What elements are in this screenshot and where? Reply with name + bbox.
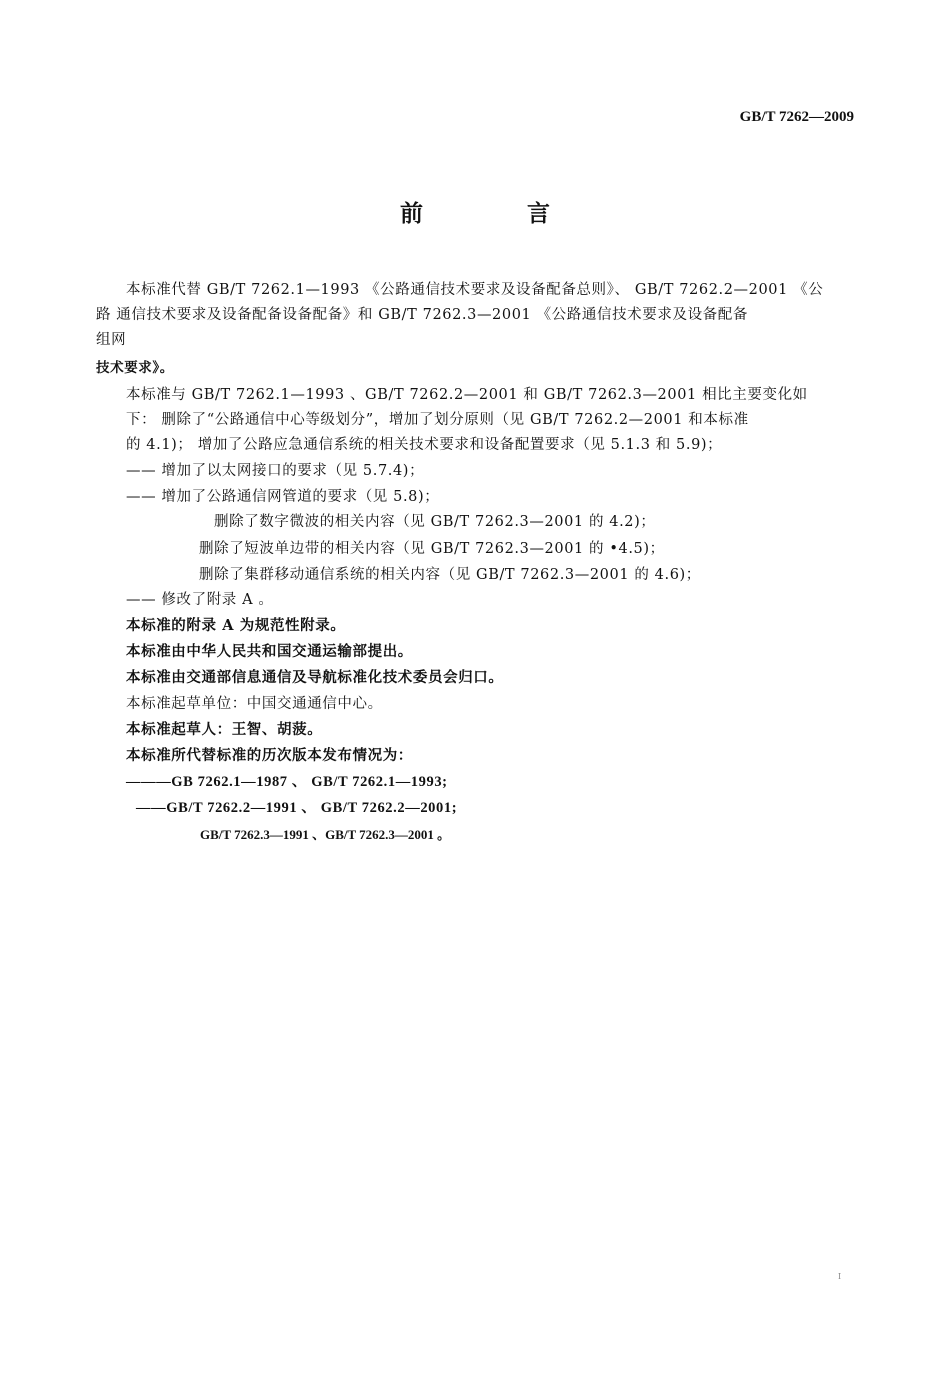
paragraph-line: 本标准与 GB/T 7262.1—1993 、GB/T 7262.2—2001 和 GB/T 7262.3—2001 相比主要变化如	[126, 387, 808, 403]
paragraph-line: 下： 删除了“公路通信中心等级划分”，增加了划分原则（见 GB/T 7262.2—2001 和本标准	[126, 412, 749, 428]
statement-line: 本标准由交通部信息通信及导航标准化技术委员会归口。	[126, 669, 504, 686]
paragraph-line: 的 4.1)； 增加了公路应急通信系统的相关技术要求和设备配置要求（见 5.1.3 和 5.9)；	[126, 437, 723, 453]
statement-line: 本标准所代替标准的历次版本发布情况为：	[126, 747, 413, 764]
statement-line: 本标准起草人：王智、胡菠。	[126, 721, 323, 738]
history-line: ———GB 7262.1—1987 、 GB/T 7262.1—1993;	[126, 774, 448, 790]
statement-line: 本标准起草单位：中国交通通信中心。	[126, 696, 383, 712]
list-item: —— 增加了以太网接口的要求（见 5.7.4)；	[126, 463, 425, 479]
history-line: GB/T 7262.3—1991 、GB/T 7262.3—2001 。	[200, 827, 451, 842]
paragraph-line: 本标准代替 GB/T 7262.1—1993 《公路通信技术要求及设备配备总则》、 GB/T 7262.2—2001 《公	[126, 282, 824, 298]
list-item: —— 增加了公路通信网管道的要求（见 5.8)；	[126, 489, 440, 505]
statement-line: 本标准的附录 A 为规范性附录。	[126, 617, 346, 634]
paragraph-line: 路 通信技术要求及设备配备设备配备》和 GB/T 7262.3—2001 《公路通信技术要求及设备配备	[96, 307, 748, 323]
page-number: I	[838, 1272, 842, 1281]
page-title: 前 言	[399, 200, 598, 227]
history-line: ——GB/T 7262.2—1991 、 GB/T 7262.2—2001;	[136, 800, 458, 816]
list-item: 删除了数字微波的相关内容（见 GB/T 7262.3—2001 的 4.2)；	[214, 514, 656, 530]
list-item: 删除了集群移动通信系统的相关内容（见 GB/T 7262.3—2001 的 4.6)；	[199, 567, 701, 583]
paragraph-line: 组网	[96, 332, 127, 348]
list-item: —— 修改了附录 A 。	[126, 592, 274, 608]
list-item: 删除了短波单边带的相关内容（见 GB/T 7262.3—2001 的 •4.5)；	[199, 541, 665, 557]
statement-line: 本标准由中华人民共和国交通运输部提出。	[126, 643, 413, 660]
standard-number: GB/T 7262—2009	[739, 109, 854, 125]
paragraph-line: 技术要求》。	[96, 360, 174, 376]
